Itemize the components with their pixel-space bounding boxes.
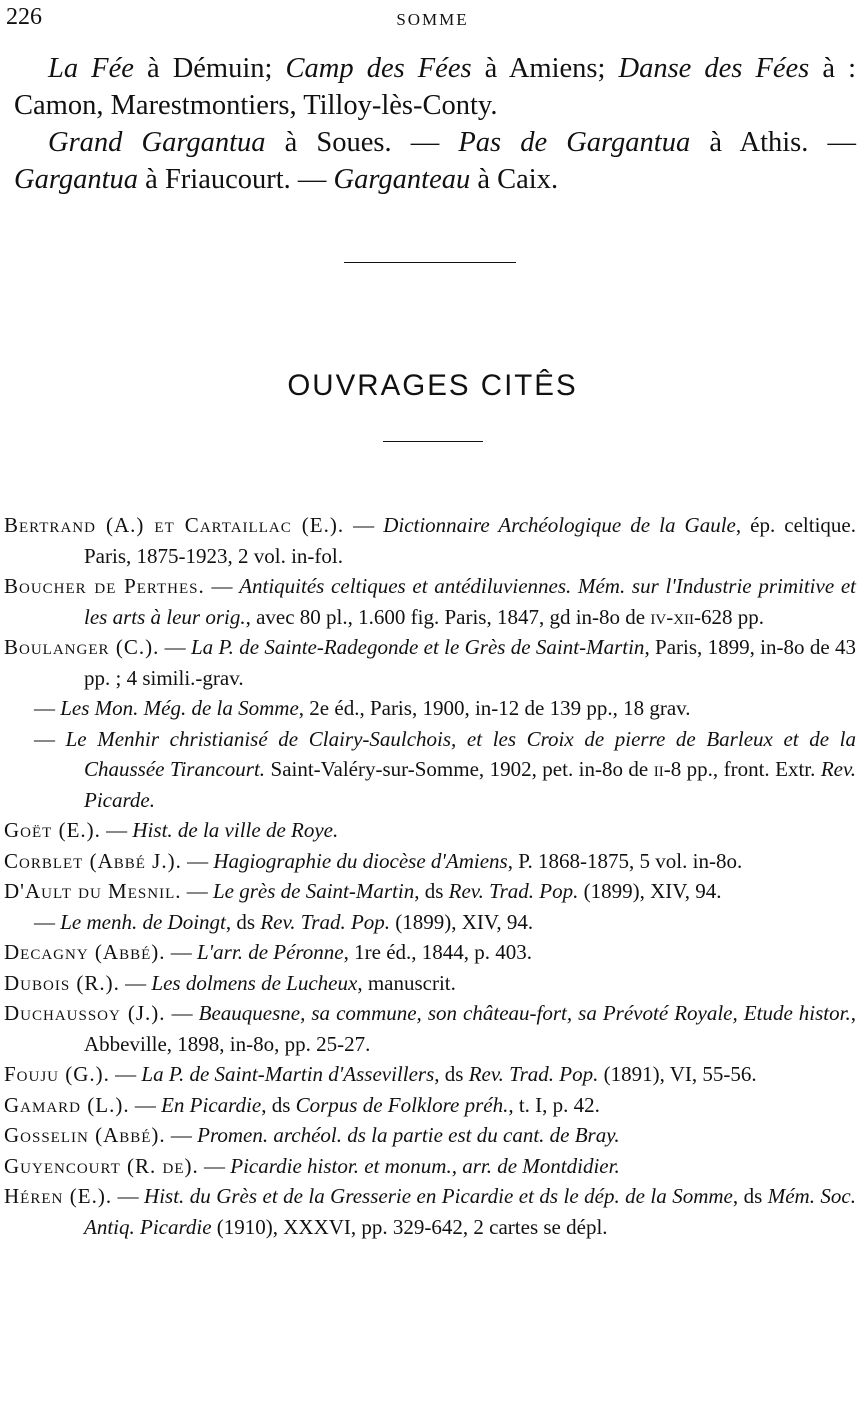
entry-title: Le menh. de Doingt	[60, 909, 226, 934]
bibliography-entry	[4, 907, 856, 938]
entry-separator: —	[100, 818, 133, 842]
intro-text: à Soues. —	[265, 127, 459, 158]
entry-separator: —	[159, 635, 191, 659]
entry-details: , ds	[414, 879, 449, 903]
entry-separator: —	[204, 574, 240, 598]
entry-journal: Rev. Trad. Pop.	[468, 1062, 599, 1086]
entry-author: —	[34, 726, 55, 751]
entry-details: , manuscrit.	[357, 970, 456, 995]
entry-author: Duchaussoy (J.).	[4, 1001, 166, 1025]
entry-title: La P. de Saint-Martin d'Assevillers	[141, 1062, 435, 1086]
entry-title: Les Mon. Még. de la Somme	[60, 696, 299, 720]
entry-author: Boulanger (C.).	[4, 635, 160, 659]
entry-title: Promen. archéol. ds la partie est du cant. de Bray.	[197, 1123, 620, 1147]
intro-italic: Grand Gargantua	[48, 127, 266, 158]
entry-title: La P. de Sainte-Radegonde et le Grès de Saint-Martin	[191, 635, 645, 659]
entry-author: Corblet (Abbé J.).	[4, 848, 182, 873]
entry-separator: —	[165, 1123, 198, 1147]
entry-title: Dictionnaire Archéologique de la Gaule	[383, 513, 736, 537]
page-header	[6, 4, 859, 34]
entry-details: , ds	[732, 1184, 768, 1208]
entry-separator: —	[112, 1184, 145, 1208]
bibliography-entry	[4, 510, 856, 571]
entry-title: Le Menhir christianisé de Clairy-Saulchois, et les Croix de pierre de Barleux et de la Chaussée Tirancourt.	[65, 726, 856, 781]
bibliography-entry	[4, 693, 856, 724]
intro-text: à Athis. —	[690, 127, 856, 158]
entry-author: Fouju (G.).	[4, 1062, 110, 1086]
entry-title: Beauquesne, sa commune, son château-fort, sa Prévoté Royale, Etude histor.	[198, 1001, 851, 1025]
intro-italic: Danse des Fées	[618, 53, 810, 84]
bibliography-entry	[4, 724, 856, 816]
entry-details: , ds	[434, 1062, 469, 1086]
entry-title: Picardie histor. et monum., arr. de Montdidier.	[230, 1153, 620, 1178]
bibliography-entry	[4, 1181, 856, 1242]
entry-journal: Mém. Soc. Antiq. Picardie	[84, 1184, 856, 1239]
entry-details: Saint-Valéry-sur-Somme, 1902, pet. in-8o de	[265, 757, 654, 781]
entry-author: Decagny (Abbé).	[4, 940, 166, 964]
intro-italic: Garganteau	[333, 164, 471, 195]
entry-author: Goët (E.).	[4, 818, 101, 842]
entry-title: Hist. du Grès et de la Gresserie en Picardie et ds le dép. de la Somme	[144, 1184, 733, 1208]
entry-details: , ds	[261, 1092, 296, 1117]
entry-details: , 1re éd., 1844, p. 403.	[343, 940, 533, 964]
entry-title: Hist. de la ville de Roye.	[132, 818, 339, 842]
entry-author: Bertrand (A.) et Cartaillac (E.).	[4, 513, 345, 537]
entry-details: , avec 80 pl., 1.600 fig. Paris, 1847, gd in-8o de	[245, 604, 651, 629]
entry-details: , t. I, p. 42.	[508, 1092, 600, 1117]
bibliography-entry	[4, 937, 856, 968]
entry-details: , ds	[225, 909, 261, 934]
bibliography-entry	[4, 846, 856, 877]
entry-author: Dubois (R.).	[4, 970, 120, 995]
intro-text: à Caix.	[470, 164, 559, 195]
intro-paragraph-1	[14, 50, 856, 124]
intro-paragraph-2	[14, 124, 856, 198]
entry-title: Les dolmens de Lucheux	[151, 970, 358, 995]
entry-separator: —	[198, 1153, 231, 1178]
intro-italic: La Fée	[48, 53, 134, 84]
entry-journal: Rev. Picarde.	[84, 757, 856, 812]
entry-author: Gosselin (Abbé).	[4, 1123, 166, 1147]
entry-journal: Rev. Trad. Pop.	[260, 909, 391, 934]
entry-author: D'Ault du Mesnil.	[4, 879, 182, 903]
intro-italic: Gargantua	[14, 164, 139, 195]
entry-title: Le grès de Saint-Martin	[212, 879, 415, 903]
entry-details: (1910), XXXVI, pp. 329-642, 2 cartes se dépl.	[211, 1214, 608, 1239]
intro-text: à Friaucourt. —	[138, 164, 334, 195]
entry-details: , P. 1868-1875, 5 vol. in-8o.	[507, 848, 743, 873]
section-title: OUVRAGES CITÊS	[287, 369, 578, 402]
entry-title: En Picardie	[161, 1092, 262, 1117]
entry-author: Gamard (L.).	[4, 1092, 130, 1117]
entry-journal: Corpus de Folklore préh.	[295, 1092, 509, 1117]
bibliography-entry	[4, 998, 856, 1059]
entry-author: Guyencourt (R. de).	[4, 1153, 199, 1178]
entry-separator: —	[181, 848, 214, 873]
entry-author: —	[34, 696, 55, 720]
entry-details: -628 pp.	[694, 604, 765, 629]
intro-text: à : Camon, Marestmontiers, Tilloy-lès-Conty.	[14, 53, 856, 121]
intro-text: à Amiens;	[471, 53, 619, 84]
entry-details: (1899), XIV, 94.	[578, 879, 722, 903]
page-number: 226	[6, 4, 42, 30]
bibliography-entry	[4, 968, 856, 999]
divider-rule	[383, 441, 483, 442]
bibliography-entry	[4, 1151, 856, 1182]
bibliography-entry	[4, 571, 856, 632]
entry-roman-pages: iv-xii	[650, 604, 695, 629]
intro-italic: Pas de Gargantua	[458, 127, 691, 158]
bibliography-list	[4, 510, 856, 1242]
entry-details: , ép. celtique. Paris, 1875-1923, 2 vol. in-fol.	[84, 513, 857, 568]
entry-roman-pages: ii	[653, 757, 664, 781]
entry-title: Antiquités celtiques et antédiluviennes. Mém. sur l'Industrie primitive et les arts à leur orig.	[84, 574, 856, 629]
entry-details: (1891), VI, 55-56.	[598, 1062, 757, 1086]
bibliography-entry	[4, 815, 856, 846]
entry-details: , 2e éd., Paris, 1900, in-12 de 139 pp., 18 grav.	[298, 696, 691, 720]
divider-rule	[344, 262, 516, 263]
entry-author: Boucher de Perthes.	[4, 574, 205, 598]
entry-separator: —	[109, 1062, 142, 1086]
bibliography-entry	[4, 632, 856, 693]
intro-italic: Camp des Fées	[285, 53, 472, 84]
bibliography-entry	[4, 1090, 856, 1121]
entry-separator	[55, 727, 66, 751]
entry-journal: Rev. Trad. Pop.	[448, 879, 579, 903]
bibliography-entry	[4, 876, 856, 907]
entry-separator: —	[129, 1092, 162, 1117]
entry-details: , Paris, 1899, in-8o de 43 pp. ; 4 simili.-grav.	[84, 635, 856, 690]
entry-separator: —	[181, 879, 213, 903]
bibliography-entry	[4, 1120, 856, 1151]
running-head: SOMME	[396, 10, 469, 29]
intro-text: à Démuin;	[133, 53, 286, 84]
intro-block	[14, 50, 856, 198]
entry-separator: —	[165, 940, 197, 964]
entry-details: (1899), XIV, 94.	[390, 909, 534, 934]
entry-author: —	[34, 909, 55, 934]
entry-separator: —	[165, 1001, 199, 1025]
entry-details: , Abbeville, 1898, in-8o, pp. 25-27.	[84, 1001, 856, 1056]
bibliography-entry	[4, 1059, 856, 1090]
entry-separator: —	[344, 513, 384, 537]
entry-separator: —	[119, 970, 152, 995]
entry-title: L'arr. de Péronne	[197, 940, 344, 964]
entry-details: -8 pp., front. Extr.	[663, 757, 821, 781]
entry-title: Hagiographie du diocèse d'Amiens	[213, 848, 508, 873]
entry-author: Héren (E.).	[4, 1184, 113, 1208]
